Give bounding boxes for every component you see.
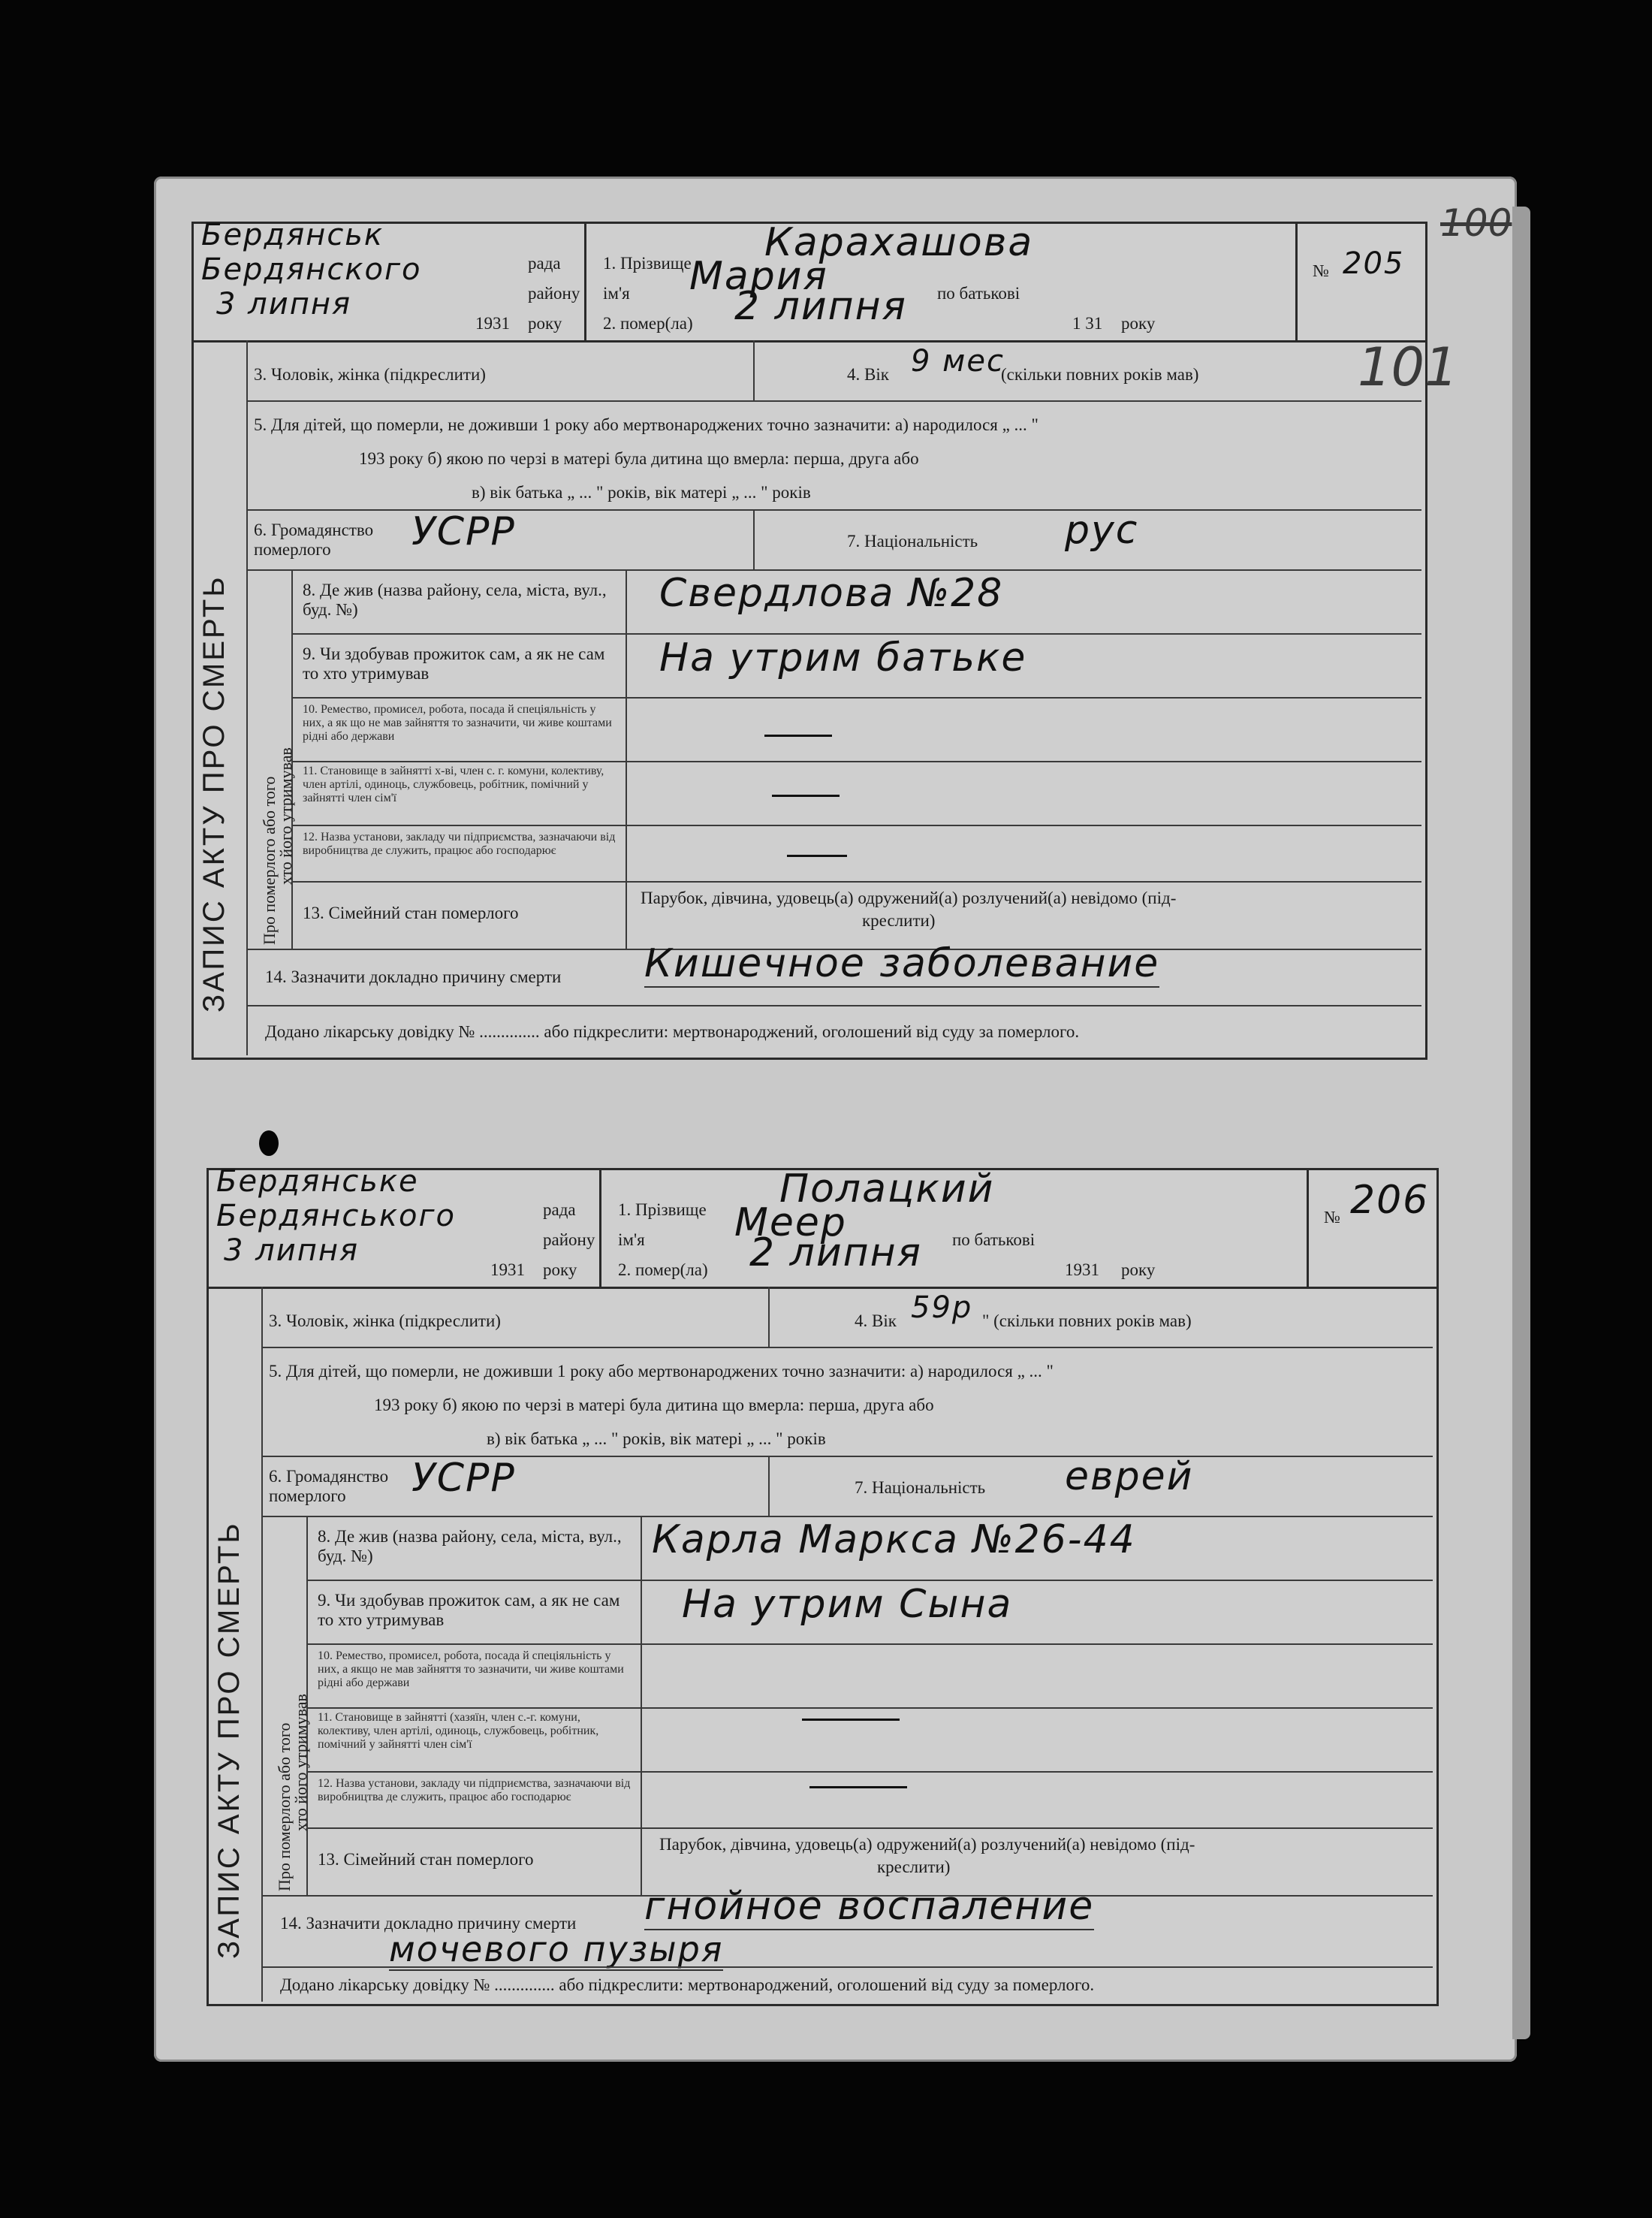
pencil-page-number: 101 xyxy=(1358,336,1458,398)
divider xyxy=(768,1456,770,1516)
residence-handwritten: Карла Маркса №26-44 xyxy=(652,1517,1136,1562)
year-printed: 1931 xyxy=(490,1260,525,1279)
record-number: 206 xyxy=(1350,1178,1430,1223)
surname-handwritten: Карахашова xyxy=(764,220,1034,265)
infant-field-line2: 193 року б) якою по черзі в матері була дитина що вмерла: перша, друга або xyxy=(374,1396,934,1414)
record-number-box xyxy=(1307,1170,1436,1287)
died-roku-label: року xyxy=(1121,1260,1156,1279)
cause-of-death-label: 14. Зазначити докладно причину смерти xyxy=(265,967,562,986)
income-label: 9. Чи здобував прожиток сам, а як не сам то хто утримував xyxy=(318,1591,620,1629)
surname-handwritten: Полацкий xyxy=(779,1166,995,1212)
citizenship-label: 6. Громадянство померлого xyxy=(269,1467,389,1505)
divider xyxy=(291,825,1421,826)
died-date-handwritten: 2 липня xyxy=(734,284,907,329)
infant-field-line3: в) вік батька „ ... " років, вік матері „ ... " років xyxy=(487,1429,826,1448)
marital-status-label: 13. Сімейний стан померлого xyxy=(318,1850,534,1869)
blank-dash xyxy=(764,735,832,737)
roku-label: року xyxy=(543,1260,577,1279)
income-handwritten: На утрим Сына xyxy=(682,1582,1013,1627)
age-label: 4. Вік xyxy=(847,365,889,384)
date-handwritten: 3 липня xyxy=(216,287,352,321)
citizenship-handwritten: УСРР xyxy=(411,509,516,554)
rada-handwritten: Бердянське xyxy=(216,1164,419,1199)
gender-field: 3. Чоловік, жінка (підкреслити) xyxy=(269,1311,501,1330)
divider xyxy=(291,761,1421,762)
occupation-label: 10. Ремество, промисел, робота, посада й спеціяльність у них, а як що не мав зайняття то зазначити, чи живе коштами рідні або держави xyxy=(303,703,612,743)
divider xyxy=(306,1771,1433,1773)
employment-status-label: 11. Становище в зайнятті (хазяїн, член с.-г. комуни, колективу, член артілі, одиноць, службовець, робітник, помічний у зайнятті член сім'ї xyxy=(318,1711,599,1751)
rayon-handwritten: Бердянського xyxy=(216,1199,456,1233)
died-roku-label: року xyxy=(1121,314,1156,333)
divider xyxy=(306,1827,1433,1829)
infant-field-line1: 5. Для дітей, що померли, не доживши 1 року або мертвонароджених точно зазначити: а) народилося „ ... " xyxy=(269,1362,1054,1381)
rada-handwritten: Бердянськ xyxy=(201,218,384,252)
rada-label: рада xyxy=(528,254,561,273)
side-subtitle-1: Про померлого або того xyxy=(275,1722,294,1891)
patronymic-label: по батькові xyxy=(937,284,1020,303)
divider xyxy=(246,1005,1421,1006)
divider xyxy=(291,633,1421,635)
name-handwritten: Меер xyxy=(734,1200,847,1245)
divider xyxy=(306,1643,1433,1645)
citizenship-label: 6. Громадянство померлого xyxy=(254,521,374,559)
workplace-label: 12. Назва установи, закладу чи підприємства, зазначаючи від виробництва де служить, працює або господарює xyxy=(303,831,616,857)
crossed-page-number: 100 xyxy=(1440,201,1512,245)
page-edge xyxy=(1512,207,1530,2039)
workplace-label: 12. Назва установи, закладу чи підприємства, зазначаючи від виробництва де служить, працює або господарює xyxy=(318,1777,631,1803)
blank-dash xyxy=(787,855,847,857)
side-subtitle-2: хто його утримував xyxy=(276,747,295,885)
marital-options-2: креслити) xyxy=(877,1857,951,1876)
rayon-label: району xyxy=(543,1230,595,1249)
rada-label: рада xyxy=(543,1200,576,1219)
name-handwritten: Мария xyxy=(689,254,828,299)
infant-field-line2: 193 року б) якою по черзі в матері була дитина що вмерла: перша, друга або xyxy=(359,449,919,468)
date-handwritten: 3 липня xyxy=(224,1233,360,1268)
residence-label: 8. Де жив (назва району, села, міста, вул., буд. №) xyxy=(303,581,607,619)
marital-options-2: креслити) xyxy=(862,911,936,930)
side-title: ЗАПИС АКТУ ПРО СМЕРТЬ xyxy=(213,1521,246,1959)
divider xyxy=(261,1347,1433,1348)
number-label: № xyxy=(1324,1208,1340,1227)
cause-of-death-handwritten-1: гнойное воспаление xyxy=(644,1884,1095,1929)
registry-office-block xyxy=(194,218,586,340)
age-handwritten: 9 мес xyxy=(911,344,1005,379)
gender-field: 3. Чоловік, жінка (підкреслити) xyxy=(254,365,486,384)
died-label: 2. помер(ла) xyxy=(618,1260,708,1279)
death-record-205 xyxy=(191,201,1512,1060)
residence-label: 8. Де жив (назва району, села, міста, вул., буд. №) xyxy=(318,1527,622,1565)
roku-label: року xyxy=(528,314,562,333)
surname-label: 1. Прізвище xyxy=(603,254,692,273)
medical-certificate-footer: Додано лікарську довідку № .............. або підкреслити: мертвонароджений, оголошений від суду за померлого. xyxy=(280,1975,1095,1994)
nationality-label: 7. Національність xyxy=(855,1478,986,1497)
name-label: ім'я xyxy=(618,1230,645,1249)
nationality-handwritten: еврей xyxy=(1065,1454,1194,1499)
blank-dash xyxy=(772,795,840,797)
divider xyxy=(291,881,1421,883)
divider xyxy=(753,509,755,569)
occupation-label: 10. Ремество, промисел, робота, посада й спеціяльність у них, а якщо не мав зайняття то зазначити, чи живе коштами рідні або держави xyxy=(318,1649,624,1689)
income-handwritten: На утрим батьке xyxy=(659,635,1027,680)
divider xyxy=(306,1707,1433,1709)
marital-options-1: Парубок, дівчина, удовець(а) одружений(а) розлучений(а) невідомо (під- xyxy=(659,1835,1195,1854)
nationality-handwritten: рус xyxy=(1065,508,1139,553)
infant-field-line3: в) вік батька „ ... " років, вік матері „ ... " років xyxy=(472,483,811,502)
divider xyxy=(261,1966,1433,1968)
register-page xyxy=(154,177,1517,2062)
death-record-206 xyxy=(206,1164,1439,2006)
side-subtitle-2: хто його утримував xyxy=(291,1694,310,1831)
name-label: ім'я xyxy=(603,284,630,303)
employment-status-label: 11. Становище в зайнятті х-ві, член с. г. комуни, колективу, член артілі, одиноць, службовець, робітник, помічний у зайнятті член сім'ї xyxy=(303,765,604,804)
age-handwritten: 59р xyxy=(911,1290,973,1325)
year-printed: 1931 xyxy=(475,314,510,333)
binding-hole xyxy=(259,1130,279,1156)
divider xyxy=(641,1516,642,1895)
blank-dash xyxy=(809,1786,907,1788)
rayon-handwritten: Бердянского xyxy=(201,252,422,287)
marital-status-label: 13. Сімейний стан померлого xyxy=(303,904,519,922)
residence-handwritten: Свердлова №28 xyxy=(659,571,1004,616)
divider xyxy=(626,569,627,949)
marital-options-1: Парубок, дівчина, удовець(а) одружений(а) розлучений(а) невідомо (під- xyxy=(641,889,1177,907)
side-title: ЗАПИС АКТУ ПРО СМЕРТЬ xyxy=(197,575,231,1012)
medical-certificate-footer: Додано лікарську довідку № .............. або підкреслити: мертвонароджений, оголошений від суду за померлого. xyxy=(265,1022,1080,1041)
nationality-label: 7. Національність xyxy=(847,532,978,551)
age-note: (скільки повних років мав) xyxy=(1001,365,1199,384)
age-note: " (скільки повних років мав) xyxy=(982,1311,1192,1330)
record-header xyxy=(194,218,1425,343)
side-subtitle-1: Про померлого або того xyxy=(260,776,279,945)
number-label: № xyxy=(1313,261,1329,280)
cause-of-death-handwritten-2: мочевого пузыря xyxy=(389,1929,724,1969)
divider xyxy=(306,1580,1433,1581)
died-year: 1 31 xyxy=(1072,314,1103,333)
cause-of-death-label: 14. Зазначити докладно причину смерти xyxy=(280,1914,577,1933)
surname-label: 1. Прізвище xyxy=(618,1200,707,1219)
died-date-handwritten: 2 липня xyxy=(749,1230,922,1275)
blank-dash xyxy=(802,1719,900,1721)
infant-field-line1: 5. Для дітей, що померли, не доживши 1 року або мертвонароджених точно зазначити: а) народилося „ ... " xyxy=(254,415,1039,434)
age-label: 4. Вік xyxy=(855,1311,897,1330)
rayon-label: району xyxy=(528,284,580,303)
record-number: 205 xyxy=(1343,246,1405,281)
registry-office-block xyxy=(209,1164,601,1287)
cause-of-death-handwritten: Кишечное заболевание xyxy=(644,941,1160,986)
divider xyxy=(246,400,1421,402)
divider xyxy=(753,340,755,400)
patronymic-label: по батькові xyxy=(952,1230,1036,1249)
record-number-box xyxy=(1295,224,1425,340)
divider xyxy=(291,697,1421,699)
died-label: 2. помер(ла) xyxy=(603,314,693,333)
died-year: 1931 xyxy=(1065,1260,1099,1279)
divider xyxy=(768,1287,770,1347)
income-label: 9. Чи здобував прожиток сам, а як не сам то хто утримував xyxy=(303,644,605,683)
record-header xyxy=(209,1164,1436,1289)
citizenship-handwritten: УСРР xyxy=(411,1456,516,1501)
